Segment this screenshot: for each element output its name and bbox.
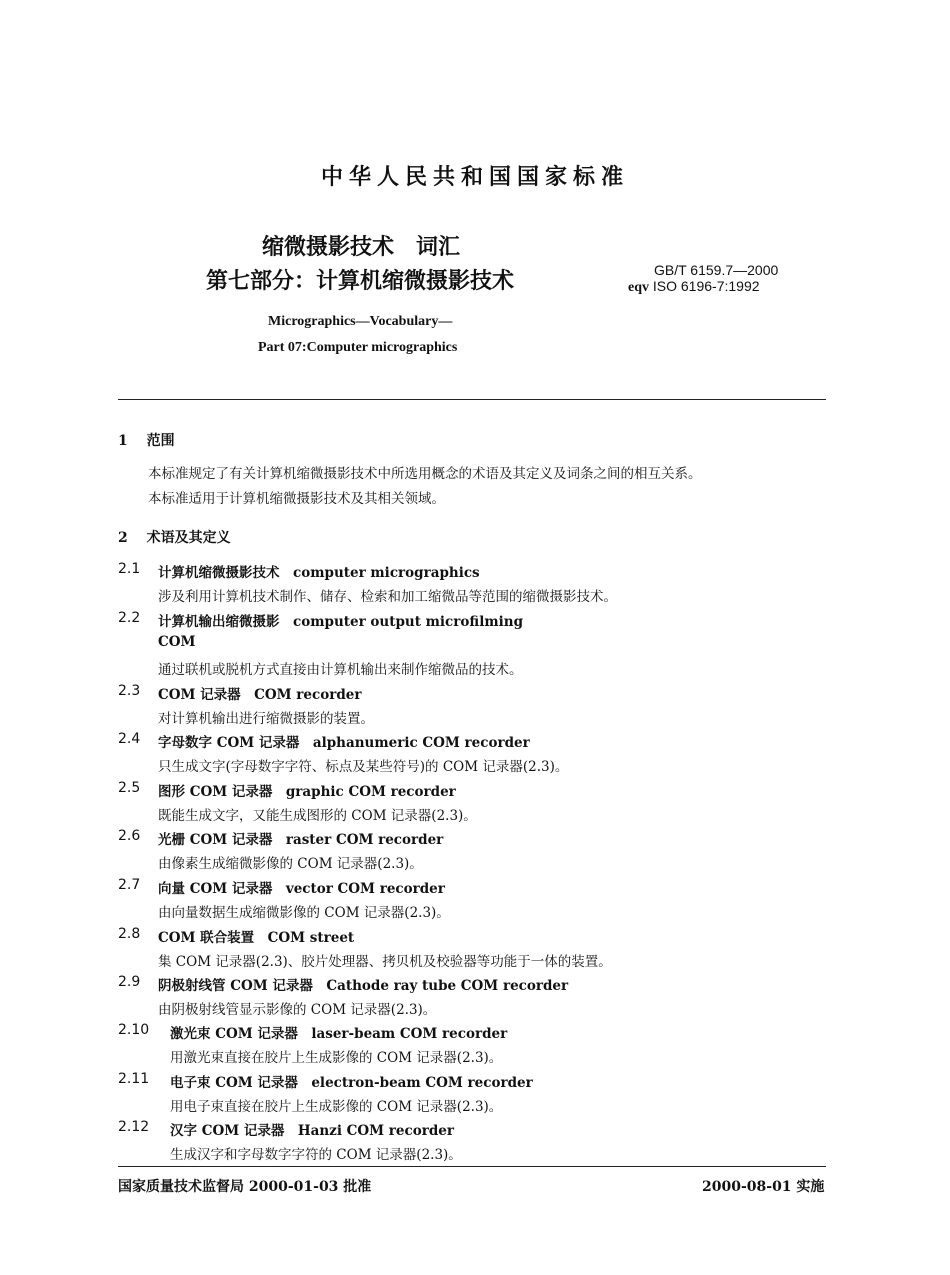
term-title: COM 联合装置 COM street — [158, 930, 355, 946]
term-number: 2.12 — [118, 1119, 150, 1135]
term-number: 2.7 — [118, 877, 141, 893]
section-2-heading — [118, 527, 231, 547]
standard-number: GB/T 6159.7—2000 — [654, 262, 779, 278]
term-definition: 通过联机或脱机方式直接由计算机输出来制作缩微品的技术。 — [158, 662, 523, 678]
term-title: 光栅 COM 记录器 raster COM recorder — [158, 832, 444, 848]
term-number: 2.3 — [118, 683, 141, 699]
equivalence-iso: ISO 6196-7:1992 — [652, 278, 760, 294]
english-title-line-1: Micrographics—Vocabulary— — [268, 314, 453, 329]
term-definition: 集 COM 记录器(2.3)、胶片处理器、拷贝机及校验器等功能于一体的装置。 — [158, 954, 612, 970]
section-1-paragraph: 本标准规定了有关计算机缩微摄影技术中所选用概念的术语及其定义及词条之间的相互关系。 — [148, 466, 702, 482]
equivalence-line — [628, 278, 778, 296]
page-header: 中华人民共和国国家标准 — [320, 164, 629, 190]
term-title: 激光束 COM 记录器 laser-beam COM recorder — [170, 1026, 508, 1042]
term-number: 2.8 — [118, 926, 141, 942]
term-definition: 用电子束直接在胶片上生成影像的 COM 记录器(2.3)。 — [170, 1099, 503, 1115]
term-definition: 用激光束直接在胶片上生成影像的 COM 记录器(2.3)。 — [170, 1050, 503, 1066]
bottom-divider — [118, 1166, 826, 1167]
term-definition: 由向量数据生成缩微影像的 COM 记录器(2.3)。 — [158, 905, 450, 921]
section-2-number: 2 — [118, 530, 128, 546]
term-number: 2.11 — [118, 1071, 150, 1087]
term-title: 计算机缩微摄影技术 computer micrographics — [158, 565, 480, 581]
equivalence-prefix: eqv — [628, 280, 649, 295]
term-definition: 对计算机输出进行缩微摄影的装置。 — [158, 711, 374, 727]
term-abbreviation: COM — [158, 634, 196, 650]
term-definition: 既能生成文字，又能生成图形的 COM 记录器(2.3)。 — [158, 808, 477, 824]
section-1-number: 1 — [118, 433, 128, 449]
term-title: 阴极射线管 COM 记录器 Cathode ray tube COM recorder — [158, 978, 569, 994]
term-number: 2.5 — [118, 780, 141, 796]
term-title: 计算机输出缩微摄影 computer output microfilming — [158, 614, 524, 630]
top-divider — [118, 399, 826, 400]
term-number: 2.9 — [118, 974, 141, 990]
term-title: 图形 COM 记录器 graphic COM recorder — [158, 784, 456, 800]
term-title: 电子束 COM 记录器 electron-beam COM recorder — [170, 1075, 533, 1091]
term-definition: 只生成文字(字母数字字符、标点及某些符号)的 COM 记录器(2.3)。 — [158, 759, 569, 775]
section-1-heading — [118, 430, 175, 450]
term-number: 2.4 — [118, 731, 141, 747]
term-title: COM 记录器 COM recorder — [158, 687, 362, 703]
term-definition: 由阴极射线管显示影像的 COM 记录器(2.3)。 — [158, 1002, 437, 1018]
standard-number-block — [628, 262, 778, 296]
term-definition: 生成汉字和字母数字字符的 COM 记录器(2.3)。 — [170, 1147, 462, 1163]
term-number: 2.1 — [118, 561, 141, 577]
term-number: 2.2 — [118, 610, 141, 626]
term-number: 2.6 — [118, 828, 141, 844]
title-line-2: 第七部分：计算机缩微摄影技术 — [206, 268, 515, 294]
term-title: 汉字 COM 记录器 Hanzi COM recorder — [170, 1123, 454, 1139]
section-1-title: 范围 — [146, 433, 175, 449]
title-line-1: 缩微摄影技术 词汇 — [262, 234, 461, 260]
section-2-title: 术语及其定义 — [146, 530, 231, 546]
term-title: 向量 COM 记录器 vector COM recorder — [158, 881, 445, 897]
effective-date: 2000-08-01 实施 — [702, 1179, 825, 1195]
approval-date: 国家质量技术监督局 2000-01-03 批准 — [118, 1179, 372, 1195]
term-definition: 由像素生成缩微影像的 COM 记录器(2.3)。 — [158, 856, 423, 872]
english-title-line-2: Part 07:Computer micrographics — [258, 340, 458, 355]
term-title: 字母数字 COM 记录器 alphanumeric COM recorder — [158, 735, 530, 751]
section-1-paragraph: 本标准适用于计算机缩微摄影技术及其相关领域。 — [148, 491, 445, 507]
term-number: 2.10 — [118, 1022, 150, 1038]
term-definition: 涉及利用计算机技术制作、储存、检索和加工缩微品等范围的缩微摄影技术。 — [158, 589, 617, 605]
